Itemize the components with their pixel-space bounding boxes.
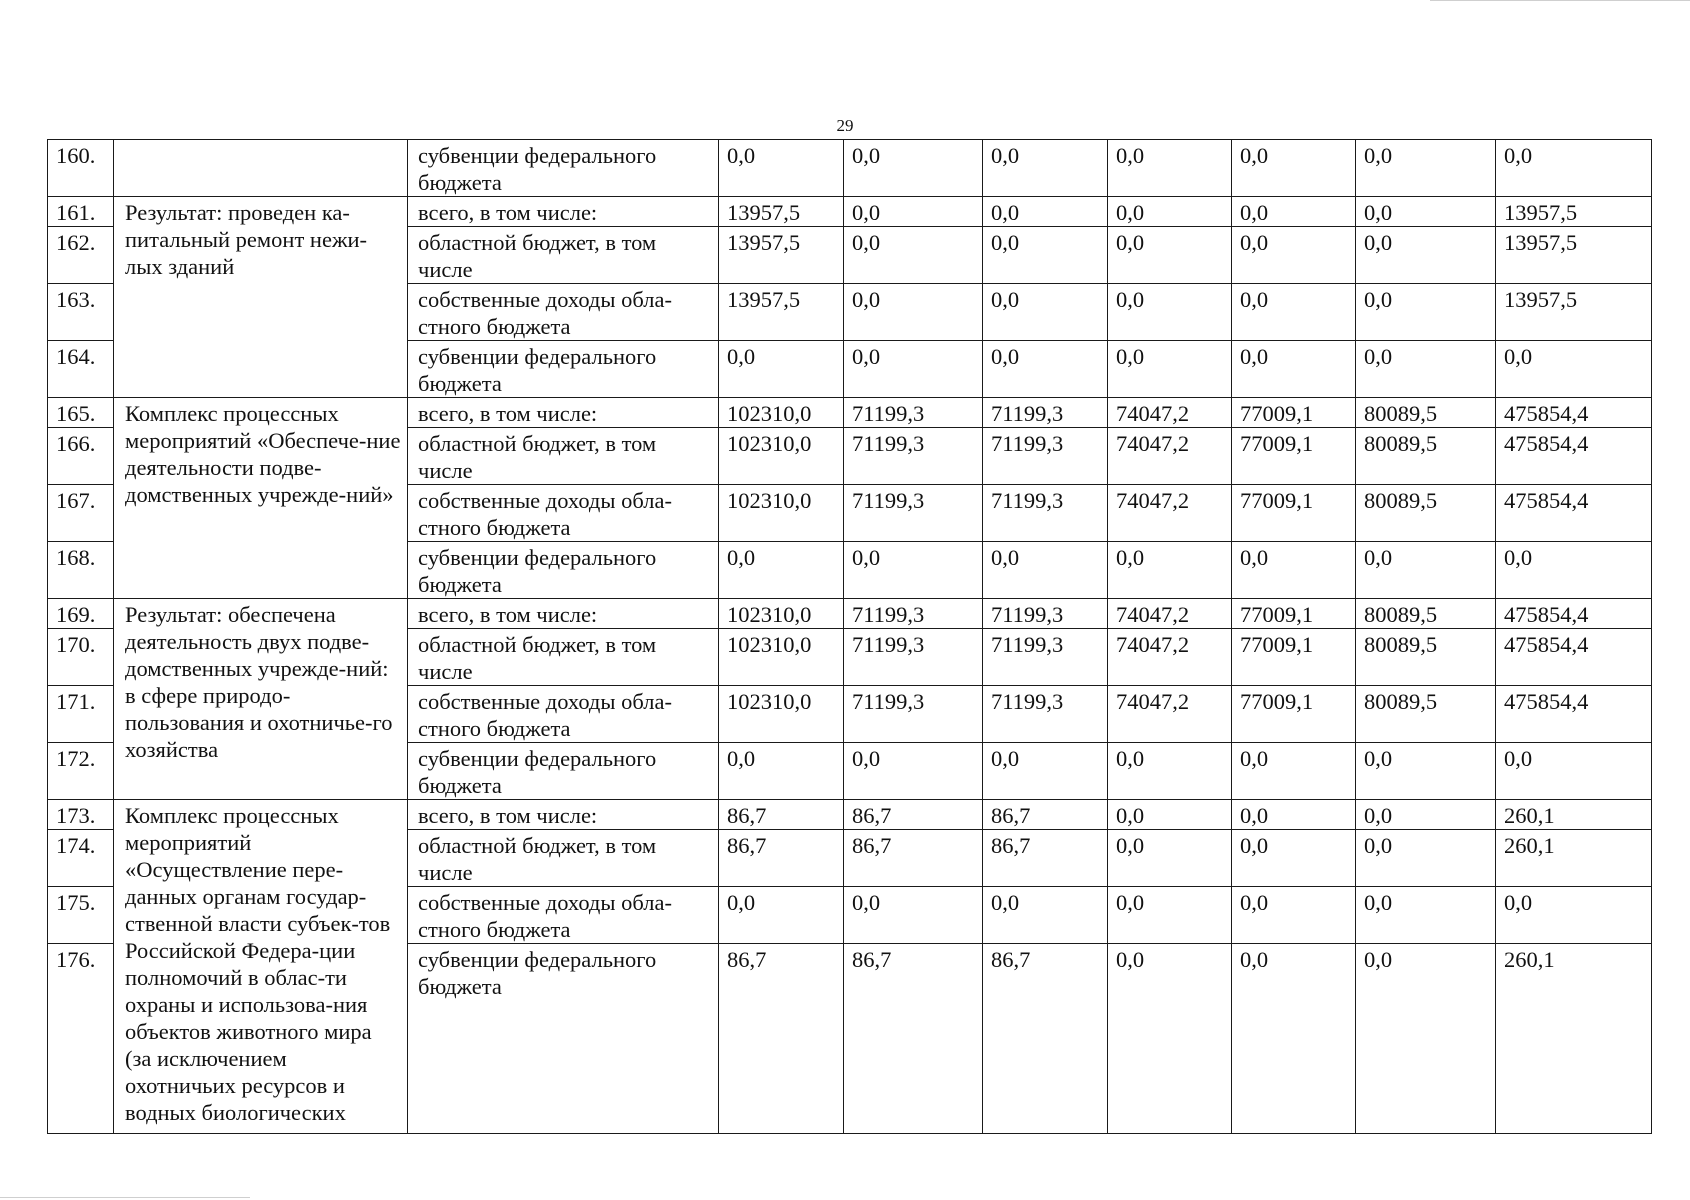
total-value-cell: 260,1 [1496,830,1652,887]
year-value-cell: 71199,3 [844,428,983,485]
total-value-cell: 260,1 [1496,800,1652,830]
year-value-cell: 102310,0 [719,686,844,743]
year-value-cell: 0,0 [1232,800,1356,830]
year-value-cell: 86,7 [719,830,844,887]
year-value-cell: 86,7 [983,944,1108,1134]
year-value-cell: 77009,1 [1232,629,1356,686]
row-number-cell: 165. [48,398,114,428]
year-value-cell: 71199,3 [844,485,983,542]
table-row [48,398,1652,428]
year-value-cell: 74047,2 [1108,686,1232,743]
funding-source-cell: собственные доходы обла-стного бюджета [408,887,719,944]
year-value-cell: 0,0 [719,341,844,398]
funding-source-cell: субвенции федерального бюджета [408,140,719,197]
funding-source-cell: субвенции федерального бюджета [408,341,719,398]
year-value-cell: 77009,1 [1232,428,1356,485]
year-value-cell: 0,0 [983,743,1108,800]
year-value-cell: 0,0 [1232,830,1356,887]
year-value-cell: 71199,3 [983,599,1108,629]
year-value-cell: 0,0 [1356,743,1496,800]
funding-source-cell: собственные доходы обла-стного бюджета [408,485,719,542]
year-value-cell: 102310,0 [719,398,844,428]
year-value-cell: 80089,5 [1356,629,1496,686]
funding-source-cell: субвенции федерального бюджета [408,944,719,1134]
row-number-cell: 175. [48,887,114,944]
year-value-cell: 0,0 [1108,140,1232,197]
year-value-cell: 0,0 [1232,542,1356,599]
table-row [48,599,1652,629]
year-value-cell: 0,0 [1232,284,1356,341]
year-value-cell: 0,0 [1232,944,1356,1134]
year-value-cell: 74047,2 [1108,599,1232,629]
row-number-cell: 162. [48,227,114,284]
year-value-cell: 102310,0 [719,428,844,485]
year-value-cell: 71199,3 [844,599,983,629]
funding-source-cell: областной бюджет, в том числе [408,428,719,485]
year-value-cell: 0,0 [719,887,844,944]
total-value-cell: 0,0 [1496,542,1652,599]
year-value-cell: 80089,5 [1356,398,1496,428]
row-number-cell: 170. [48,629,114,686]
row-number-cell: 167. [48,485,114,542]
year-value-cell: 0,0 [844,341,983,398]
row-number-cell: 161. [48,197,114,227]
total-value-cell: 13957,5 [1496,284,1652,341]
year-value-cell: 0,0 [983,341,1108,398]
funding-source-cell: субвенции федерального бюджета [408,542,719,599]
program-name-cell: Комплекс процессных мероприятий «Обеспече-ние деятельности подве-домственных учрежде-ний» [114,398,408,599]
program-name-cell: Комплекс процессных мероприятий «Осуществление пере-данных органам государ-ственной власти субъек-тов Российской Федера-ции полномочий в облас-ти охраны и использова-ния объектов животного мира (за исключением охотничьих ресурсов и водных биологических [114,800,408,1134]
year-value-cell: 74047,2 [1108,485,1232,542]
row-number-cell: 168. [48,542,114,599]
table-row [48,800,1652,830]
year-value-cell: 102310,0 [719,629,844,686]
year-value-cell: 77009,1 [1232,686,1356,743]
year-value-cell: 13957,5 [719,197,844,227]
total-value-cell: 475854,4 [1496,599,1652,629]
year-value-cell: 80089,5 [1356,428,1496,485]
funding-source-cell: областной бюджет, в том числе [408,629,719,686]
year-value-cell: 0,0 [1356,197,1496,227]
year-value-cell: 86,7 [844,830,983,887]
year-value-cell: 71199,3 [983,485,1108,542]
year-value-cell: 0,0 [1108,341,1232,398]
year-value-cell: 0,0 [844,197,983,227]
year-value-cell: 0,0 [1108,800,1232,830]
year-value-cell: 0,0 [844,887,983,944]
program-name-cell: Результат: обеспечена деятельность двух подве-домственных учрежде-ний: в сфере природо-пользования и охотничье-го хозяйства [114,599,408,800]
table-row [48,197,1652,227]
year-value-cell: 0,0 [1232,743,1356,800]
year-value-cell: 0,0 [1356,887,1496,944]
funding-source-cell: собственные доходы обла-стного бюджета [408,686,719,743]
year-value-cell: 0,0 [1356,227,1496,284]
year-value-cell: 0,0 [1356,284,1496,341]
row-number-cell: 160. [48,140,114,197]
year-value-cell: 86,7 [844,800,983,830]
year-value-cell: 102310,0 [719,485,844,542]
total-value-cell: 260,1 [1496,944,1652,1134]
year-value-cell: 86,7 [844,944,983,1134]
row-number-cell: 169. [48,599,114,629]
funding-source-cell: собственные доходы обла-стного бюджета [408,284,719,341]
row-number-cell: 172. [48,743,114,800]
year-value-cell: 0,0 [1356,542,1496,599]
year-value-cell: 0,0 [983,197,1108,227]
funding-source-cell: областной бюджет, в том числе [408,830,719,887]
year-value-cell: 102310,0 [719,599,844,629]
row-number-cell: 163. [48,284,114,341]
year-value-cell: 71199,3 [844,629,983,686]
year-value-cell: 86,7 [719,800,844,830]
year-value-cell: 0,0 [1232,227,1356,284]
funding-source-cell: всего, в том числе: [408,197,719,227]
program-name-cell [114,140,408,197]
year-value-cell: 71199,3 [983,398,1108,428]
year-value-cell: 0,0 [983,542,1108,599]
year-value-cell: 0,0 [719,743,844,800]
row-number-cell: 166. [48,428,114,485]
total-value-cell: 0,0 [1496,140,1652,197]
year-value-cell: 0,0 [1108,830,1232,887]
year-value-cell: 0,0 [1356,944,1496,1134]
year-value-cell: 0,0 [844,743,983,800]
year-value-cell: 0,0 [844,140,983,197]
year-value-cell: 0,0 [1356,830,1496,887]
scan-edge-line [1430,0,1690,1]
total-value-cell: 0,0 [1496,887,1652,944]
year-value-cell: 0,0 [719,542,844,599]
year-value-cell: 0,0 [1232,197,1356,227]
total-value-cell: 475854,4 [1496,686,1652,743]
year-value-cell: 0,0 [1356,800,1496,830]
year-value-cell: 13957,5 [719,284,844,341]
year-value-cell: 0,0 [719,140,844,197]
year-value-cell: 80089,5 [1356,485,1496,542]
year-value-cell: 0,0 [1108,284,1232,341]
year-value-cell: 74047,2 [1108,428,1232,485]
year-value-cell: 0,0 [1108,743,1232,800]
table-row [48,140,1652,197]
funding-source-cell: всего, в том числе: [408,800,719,830]
year-value-cell: 0,0 [1232,887,1356,944]
year-value-cell: 77009,1 [1232,599,1356,629]
scan-edge-line [0,1197,250,1198]
year-value-cell: 0,0 [1108,197,1232,227]
year-value-cell: 0,0 [983,140,1108,197]
total-value-cell: 475854,4 [1496,629,1652,686]
page-number: 29 [836,116,854,135]
year-value-cell: 74047,2 [1108,398,1232,428]
year-value-cell: 77009,1 [1232,398,1356,428]
year-value-cell: 71199,3 [983,428,1108,485]
row-number-cell: 174. [48,830,114,887]
total-value-cell: 13957,5 [1496,227,1652,284]
year-value-cell: 0,0 [1108,542,1232,599]
year-value-cell: 0,0 [1232,140,1356,197]
year-value-cell: 86,7 [719,944,844,1134]
year-value-cell: 71199,3 [983,686,1108,743]
year-value-cell: 0,0 [1232,341,1356,398]
funding-source-cell: областной бюджет, в том числе [408,227,719,284]
year-value-cell: 0,0 [844,284,983,341]
row-number-cell: 176. [48,944,114,1134]
total-value-cell: 475854,4 [1496,428,1652,485]
year-value-cell: 0,0 [1108,887,1232,944]
budget-table [47,139,1652,1134]
year-value-cell: 0,0 [983,227,1108,284]
year-value-cell: 77009,1 [1232,485,1356,542]
total-value-cell: 475854,4 [1496,398,1652,428]
funding-source-cell: субвенции федерального бюджета [408,743,719,800]
funding-source-cell: всего, в том числе: [408,599,719,629]
year-value-cell: 0,0 [844,227,983,284]
year-value-cell: 0,0 [1356,341,1496,398]
total-value-cell: 0,0 [1496,743,1652,800]
total-value-cell: 475854,4 [1496,485,1652,542]
year-value-cell: 80089,5 [1356,599,1496,629]
year-value-cell: 0,0 [983,284,1108,341]
year-value-cell: 0,0 [844,542,983,599]
year-value-cell: 74047,2 [1108,629,1232,686]
year-value-cell: 86,7 [983,830,1108,887]
year-value-cell: 13957,5 [719,227,844,284]
table-body [48,140,1652,1134]
year-value-cell: 86,7 [983,800,1108,830]
row-number-cell: 173. [48,800,114,830]
year-value-cell: 0,0 [1108,944,1232,1134]
year-value-cell: 80089,5 [1356,686,1496,743]
year-value-cell: 0,0 [1108,227,1232,284]
year-value-cell: 71199,3 [983,629,1108,686]
funding-source-cell: всего, в том числе: [408,398,719,428]
year-value-cell: 0,0 [983,887,1108,944]
program-name-cell: Результат: проведен ка-питальный ремонт нежи-лых зданий [114,197,408,398]
year-value-cell: 71199,3 [844,686,983,743]
row-number-cell: 164. [48,341,114,398]
row-number-cell: 171. [48,686,114,743]
total-value-cell: 0,0 [1496,341,1652,398]
year-value-cell: 0,0 [1356,140,1496,197]
total-value-cell: 13957,5 [1496,197,1652,227]
year-value-cell: 71199,3 [844,398,983,428]
